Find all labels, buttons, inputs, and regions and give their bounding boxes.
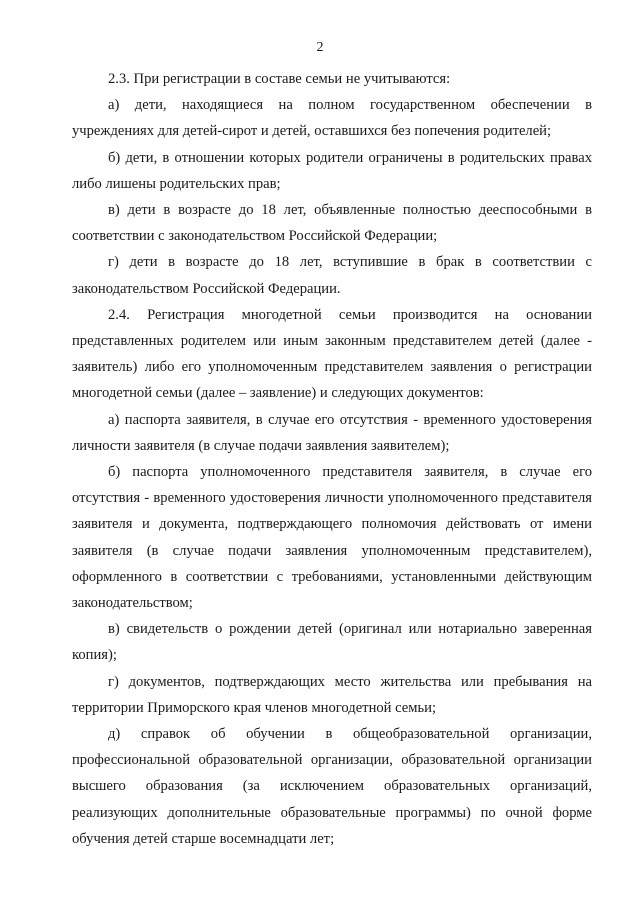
clause-2-3-item-b: б) дети, в отношении которых родители ограничены в родительских правах либо лишены родительских прав; xyxy=(72,149,592,192)
document-body xyxy=(72,66,592,852)
clause-2-4-item-a: а) паспорта заявителя, в случае его отсутствия - временного удостоверения личности заявителя (в случае подачи заявления заявителем); xyxy=(72,411,592,454)
clause-2-3-heading: 2.3. При регистрации в составе семьи не учитываются: xyxy=(108,71,451,87)
clause-2-4-heading: 2.4. Регистрация многодетной семьи производится на основании представленных родителем или иным законным представителем детей (далее - заявитель) либо его уполномоченным представителем заявления о регистрации многодетной семьи (далее – заявление) и следующих документов: xyxy=(72,306,592,402)
clause-2-4-item-b: б) паспорта уполномоченного представителя заявителя, в случае его отсутствия - временного удостоверения личности уполномоченного представителя заявителя и документа, подтверждающего полномочия действовать от имени заявителя (в случае подачи заявления уполномоченным представителем), оформленного в соответствии с требованиями, установленными действующим законодательством; xyxy=(72,464,592,612)
page-number: 2 xyxy=(316,40,324,55)
clause-2-4-item-d: д) справок об обучении в общеобразовательной организации, профессиональной образовательной организации, образовательной организации высшего образования (за исключением образовательных организаций, реализующих дополнительные образовательные программы) по очной форме обучения детей старше восемнадцати лет; xyxy=(72,726,592,847)
clause-2-4-item-g: г) документов, подтверждающих место жительства или пребывания на территории Приморского края членов многодетной семьи; xyxy=(72,673,592,716)
clause-2-3-item-v: в) дети в возрасте до 18 лет, объявленные полностью дееспособными в соответствии с законодательством Российской Федерации; xyxy=(72,202,592,245)
clause-2-4-item-v: в) свидетельств о рождении детей (оригинал или нотариально заверенная копия); xyxy=(72,621,592,664)
clause-2-3-item-g: г) дети в возрасте до 18 лет, вступившие в брак в соответствии с законодательством Российской Федерации. xyxy=(72,254,592,297)
clause-2-3-item-a: а) дети, находящиеся на полном государственном обеспечении в учреждениях для детей-сирот и детей, оставшихся без попечения родителей; xyxy=(72,97,592,140)
